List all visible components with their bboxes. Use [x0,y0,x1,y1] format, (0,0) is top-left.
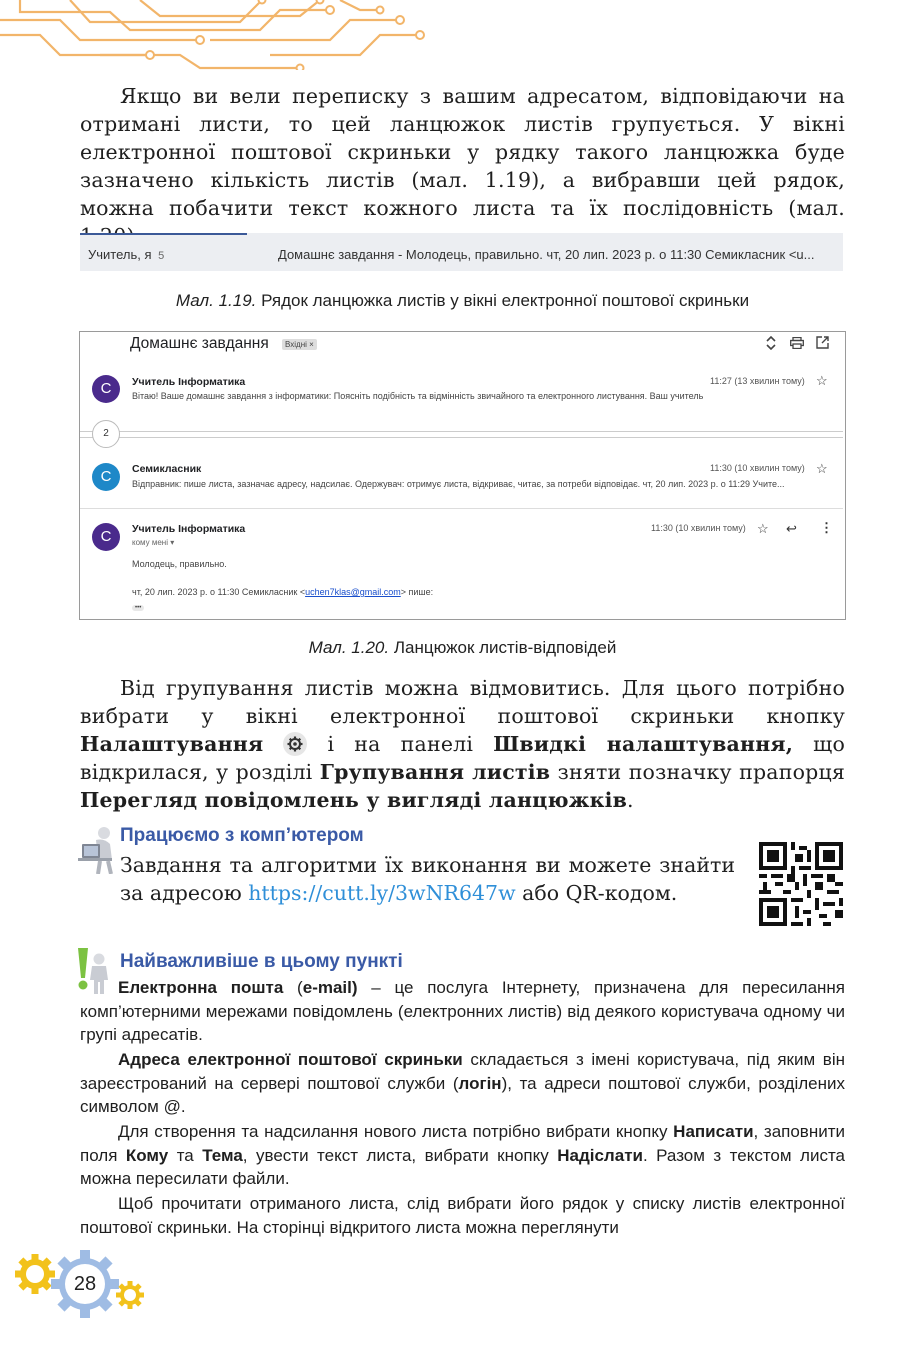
fig120-caption-label: Мал. 1.20. [308,638,390,657]
grouping-text-5: . [627,788,634,812]
print-icon[interactable] [790,337,804,349]
settings-gear-icon [283,732,307,756]
summary-p3-text-1: Для створення та надсилання нового листа потрібно вибрати кнопку [118,1122,674,1141]
message-sender: Семикласник [132,463,202,475]
message-snippet[interactable]: Вітаю! Ваше домашнє завдання з інформатики: Поясніть подібність та відмінність звичайного та електронного листування. Ваш учитель [132,391,704,401]
qr-code[interactable] [759,842,843,926]
message-snippet[interactable]: Відправник: пише листа, зазначає адресу, надсилає. Одержувач: отримує листа, відкриває, читає, за потреби відповідає. чт, 20 лип. 2023 р. о 11:29 Учите... [132,479,785,489]
fig119-caption-text: Рядок ланцюжка листів у вікні електронної поштової скриньки [261,291,750,310]
thread-sender [88,247,164,262]
recipient-dropdown[interactable]: кому мені ▾ [132,538,175,547]
login-term: логін [458,1073,502,1093]
grouping-section-term: Групування листів [319,760,551,784]
quick-settings-term: Швидкі налаштування, [493,732,794,756]
summary-p3-text-4: , увести текст листа, вибрати кнопку [242,1145,558,1165]
fig120-caption [80,638,845,658]
message-sender: Учитель Інформатика [132,523,246,535]
summary-paragraph-1 [80,976,845,1047]
send-term: Надіслати [557,1145,643,1165]
summary-section-heading: Найважливіше в цьому пункті [120,951,403,972]
mailbox-address-term: Адреса електронної поштової скриньки [118,1050,463,1069]
inbox-label-chip[interactable]: Вхідні × [282,339,317,350]
intro-text: Якщо ви вели переписку з вашим адресатом, відповідаючи на отримані листи, то цей ланцюжок листів групується. У вікні електронної поштової скриньки у рядку такого ланцюжка буде зазначено кількість листів (мал. 1.19), а вибравши цей рядок, можна побачити текст кожного листа та їх послідовність (мал. [80,84,845,220]
email-term: Електронна пошта [118,978,284,997]
email-term-en: e-mail) [302,978,358,997]
fig119-caption-label: Мал. 1.19. [175,291,257,310]
quote-email-link[interactable]: uchen7klas@gmail.com [305,587,401,597]
message-time: 11:27 (13 хвилин тому) [710,376,805,386]
message-divider [80,508,843,509]
thread-row-figure[interactable] [80,233,843,271]
summary-p1-text-2: – це послуга Інтернету, призначена для пересилання комп’ютерними мережами повідомлень (електронних листів) від деякого користувача одному чи групі адресатів. [80,978,846,1044]
grouping-text-3: що відкрилася, у розділі [80,732,845,784]
task-link[interactable]: https://cutt.ly/3wNR647w [248,881,516,905]
summary-p1-text-1: ( [283,978,303,997]
computer-section-text [120,851,735,907]
thread-view-figure [79,331,846,620]
summary-p2-text-1: складається з імені користувача, під яким він зареєстрований на сервері поштової служби ( [80,1050,845,1093]
message-sender: Учитель Інформатика [132,376,246,388]
thread-count: 5 [158,250,165,262]
collapsed-divider-2 [80,437,843,438]
avatar: С [92,463,120,491]
thread-view-term: Перегляд повідомлень у вигляді ланцюжків [80,788,628,812]
compose-term: Написати [673,1122,754,1141]
star-icon[interactable]: ☆ [816,461,828,476]
collapsed-count-badge[interactable]: 2 [92,420,120,448]
fig119-caption [80,291,845,311]
summary-p3-text-3: та [168,1145,203,1165]
message-body: Молодець, правильно. [132,559,227,569]
grouping-text-4: зняти позначку прапорця [550,760,845,784]
summary-p2-text-2: ), та адреси поштової служби, розділених символом @. [80,1073,846,1116]
reply-icon[interactable]: ↩ [786,521,797,536]
computer-section-heading: Працюємо з комп’ютером [120,825,364,846]
grouping-text-1: Від групування листів можна відмовитись. Для цього потрібно вибрати у вікні електронної поштової скриньки кнопку [80,676,845,728]
summary-p4-text: Щоб прочитати отриманого листа, слід вибрати його рядок у списку листів електронної поштової скриньки. На сторінці відкритого листа можна переглянути [80,1194,845,1237]
more-options-icon[interactable]: ⋮ [820,520,833,535]
summary-paragraph-3 [80,1120,845,1191]
open-new-window-icon[interactable] [816,336,829,349]
to-field-term: Кому [125,1145,169,1165]
quote-suffix: > пише: [400,587,434,597]
expand-collapse-icon[interactable] [765,336,777,350]
star-icon[interactable]: ☆ [757,521,769,536]
subject-field-term: Тема [202,1145,243,1165]
thread-sender-name: Учитель, я [88,247,152,262]
summary-p3-text-2: , заповнити поля [80,1122,846,1165]
circuit-decoration [0,0,430,70]
collapsed-divider [80,431,843,432]
quote-prefix: чт, 20 лип. 2023 р. о 11:30 Семикласник < [132,587,306,597]
intro-paragraph [80,82,845,250]
show-trimmed-content-button[interactable]: ••• [132,605,144,611]
settings-term: Налаштування [80,732,264,756]
row-selection-line [80,233,247,235]
thread-subject: Домашнє завдання [130,335,269,352]
message-time: 11:30 (10 хвилин тому) [651,523,746,533]
computer-text-2: або QR-кодом. [515,881,678,905]
summary-paragraph-4 [80,1192,845,1239]
computer-text-1: Завдання та алгоритми їх виконання ви можете знайти за адресою [120,853,735,905]
quote-header [132,587,433,597]
star-icon[interactable]: ☆ [816,373,828,388]
summary-p3-text-5: . Разом з текстом листа можна пересилати файли. [80,1145,846,1188]
grouping-text-2: і на панелі [307,732,494,756]
avatar: С [92,375,120,403]
summary-paragraph-2 [80,1048,845,1119]
grouping-paragraph [80,674,845,814]
person-at-computer-icon [78,826,118,874]
thread-line: Домашнє завдання - Молодець, правильно. чт, 20 лип. 2023 р. о 11:30 Семикласник <u... [278,247,815,262]
avatar: С [92,523,120,551]
fig120-caption-text: Ланцюжок листів-відповідей [393,638,617,657]
message-time: 11:30 (10 хвилин тому) [710,463,805,473]
page-number: 28 [73,1273,97,1295]
